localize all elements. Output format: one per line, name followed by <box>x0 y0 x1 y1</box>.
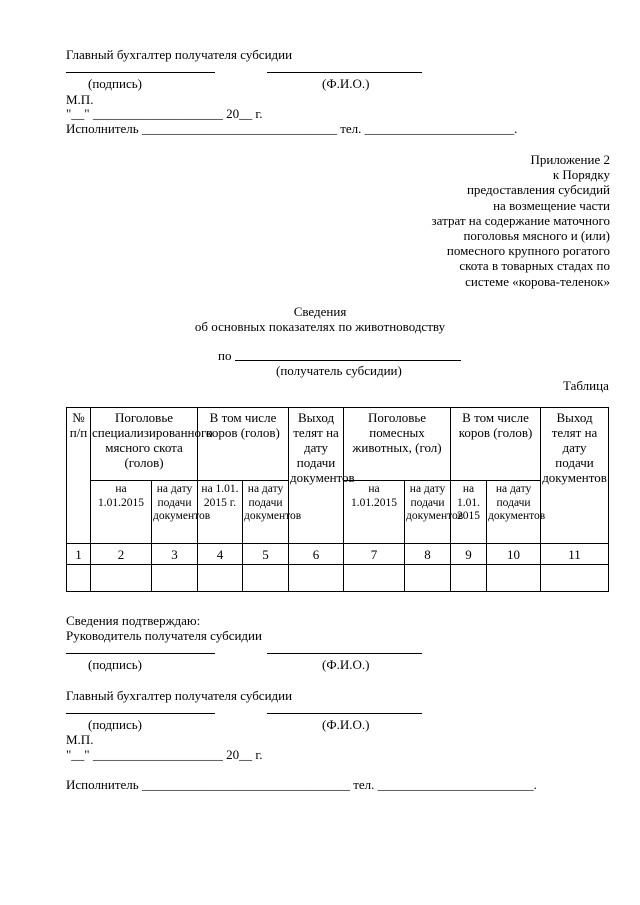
head-fio-line <box>267 653 422 654</box>
head-fio-label: (Ф.И.О.) <box>322 657 370 672</box>
group-cows2-header: В том числе коров (голов) <box>451 408 541 481</box>
column-number: 4 <box>198 544 243 565</box>
column-number: 2 <box>91 544 152 565</box>
bottom-accountant-title: Главный бухгалтер получателя субсидии <box>66 688 293 703</box>
appendix-line: на возмещение части <box>493 197 610 213</box>
output1-header: Выход телят на дату подачи документов <box>289 408 344 544</box>
accountant-fio-line <box>267 713 422 714</box>
empty-cell[interactable] <box>405 565 451 592</box>
appendix-line: Приложение 2 <box>530 152 610 167</box>
column-number: 10 <box>487 544 541 565</box>
head-sign-label: (подпись) <box>88 657 142 672</box>
column-number: 1 <box>67 544 91 565</box>
group-specialized-header: Поголовье специализированного мясного скота (голов) <box>91 408 198 481</box>
empty-cell[interactable] <box>541 565 609 592</box>
top-fio-label: (Ф.И.О.) <box>322 76 370 91</box>
top-sign-line <box>66 72 215 73</box>
empty-cell[interactable] <box>289 565 344 592</box>
doc-subtitle: об основных показателях по животноводству <box>194 319 446 334</box>
column-number: 7 <box>344 544 405 565</box>
empty-cell[interactable] <box>152 565 198 592</box>
indicators-table <box>66 407 609 592</box>
doc-title: Сведения <box>293 304 347 319</box>
column-number: 8 <box>405 544 451 565</box>
confirm-text: Сведения подтверждаю: <box>66 613 201 628</box>
accountant-sign-line <box>66 713 215 714</box>
column-number: 5 <box>243 544 289 565</box>
column-number: 9 <box>451 544 487 565</box>
bottom-mp: М.П. <box>66 732 94 747</box>
col-no-header: № п/п <box>67 408 91 544</box>
head-title: Руководитель получателя субсидии <box>66 628 262 643</box>
top-mp: М.П. <box>66 92 94 107</box>
empty-cell[interactable] <box>198 565 243 592</box>
column-number: 3 <box>152 544 198 565</box>
subheader-cell: на дату подачи документов <box>152 481 198 544</box>
subheader-cell: на дату подачи документов <box>405 481 451 544</box>
empty-cell[interactable] <box>451 565 487 592</box>
top-fio-line <box>267 72 422 73</box>
head-sign-line <box>66 653 215 654</box>
subheader-cell: на 1.01.2015 <box>344 481 405 544</box>
accountant-fio-label: (Ф.И.О.) <box>322 717 370 732</box>
column-number: 6 <box>289 544 344 565</box>
top-executor: Исполнитель ______________________________ тел. _______________________. <box>66 121 518 136</box>
empty-cell[interactable] <box>487 565 541 592</box>
appendix-line: скота в товарных стадах по <box>459 258 610 274</box>
column-number: 11 <box>541 544 609 565</box>
subheader-cell: на 1.01. 2015 <box>451 481 487 544</box>
accountant-sign-label: (подпись) <box>88 717 142 732</box>
empty-cell[interactable] <box>344 565 405 592</box>
recipient-label: (получатель субсидии) <box>276 363 402 378</box>
appendix-header <box>432 152 610 289</box>
empty-cell[interactable] <box>67 565 91 592</box>
group-cows1-header: В том числе коров (голов) <box>198 408 289 481</box>
table-label: Таблица <box>563 378 609 393</box>
top-accountant-title: Главный бухгалтер получателя субсидии <box>66 47 293 62</box>
empty-cell[interactable] <box>243 565 289 592</box>
appendix-line: системе «корова-теленок» <box>465 273 610 289</box>
appendix-line: помесного крупного рогатого <box>446 243 610 259</box>
appendix-line: предоставления субсидий <box>466 182 610 198</box>
appendix-line: поголовья мясного и (или) <box>463 228 610 244</box>
empty-cell[interactable] <box>91 565 152 592</box>
subheader-cell: на дату подачи документов <box>243 481 289 544</box>
top-sign-label: (подпись) <box>88 76 142 91</box>
recipient-line <box>235 360 461 361</box>
po-label: по <box>218 348 232 363</box>
appendix-line: затрат на содержание маточного <box>431 212 610 228</box>
subheader-cell: на 1.01.2015 <box>91 481 152 544</box>
group-crossbred-header: Поголовье помесных животных, (гол) <box>344 408 451 481</box>
top-date: "__" ____________________ 20__ г. <box>66 106 263 121</box>
table-empty-row <box>67 565 609 592</box>
table-header-row <box>67 408 609 481</box>
output2-header: Выход телят на дату подачи документов <box>541 408 609 544</box>
subheader-cell: на дату подачи документов <box>487 481 541 544</box>
bottom-executor: Исполнитель ________________________________ тел. ________________________. <box>66 777 537 792</box>
table-number-row <box>67 544 609 565</box>
subheader-cell: на 1.01. 2015 г. <box>198 481 243 544</box>
appendix-line: к Порядку <box>552 167 610 183</box>
bottom-date: "__" ____________________ 20__ г. <box>66 747 263 762</box>
